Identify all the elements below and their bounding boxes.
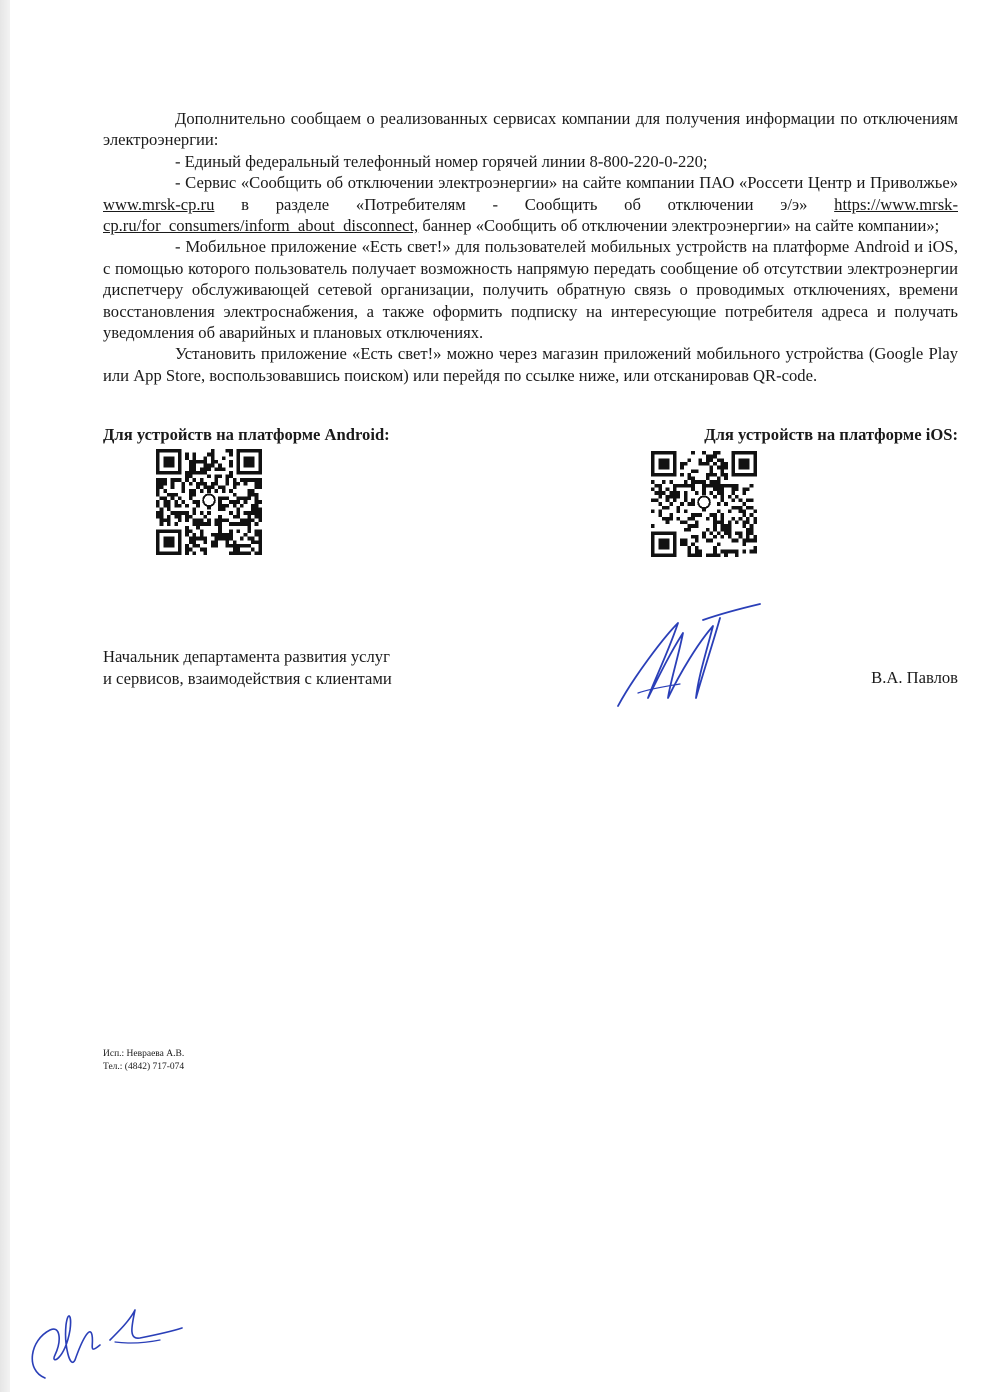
paragraph-intro: Дополнительно сообщаем о реализованных сервисах компании для получения информации по отключениям электроэнергии: xyxy=(103,109,958,150)
service-text-1: - Сервис «Сообщить об отключении электроэнергии» на сайте компании ПАО «Россети Центр и Приволжье» xyxy=(175,173,958,193)
platform-labels xyxy=(103,424,958,445)
executor-info xyxy=(103,1048,184,1073)
signatory-title xyxy=(103,646,392,689)
executor-phone: Тел.: (4842) 717-074 xyxy=(103,1061,185,1072)
signatory-name: В.А. Павлов xyxy=(871,668,958,687)
handwritten-initials-icon xyxy=(20,1300,190,1385)
paragraph-install: Установить приложение «Есть свет!» можно через магазин приложений мобильного устройства (Google Play или App Store, воспользовавшись поиском) или перейдя по ссылке ниже, или отсканировав QR-code. xyxy=(103,344,958,385)
hotline-text: - Единый федеральный телефонный номер горячей линии xyxy=(175,151,590,171)
signatory-title-line1: Начальник департамента развития услуг xyxy=(103,647,390,666)
service-text-3: баннер «Сообщить об отключении электроэнергии» на сайте компании»; xyxy=(418,216,940,236)
hotline-end: ; xyxy=(702,151,708,171)
ios-qr-code-icon[interactable] xyxy=(651,451,757,557)
paragraph-mobile-app: - Мобильное приложение «Есть свет!» для пользователей мобильных устройств на платформе Android и iOS, с помощью которого пользователь получает возможность напрямую передать сообщение об отсутствии электроэнергии диспетчеру обслуживающей сетевой организации, получить обратную связь о проводимых отключениях, времени восстановления электроснабжения, а также оформить подписку на интересующие потребителя адреса и получать уведомления об аварийных и плановых отключениях. xyxy=(103,237,958,343)
signatory-title-line2: и сервисов, взаимодействия с клиентами xyxy=(103,668,392,688)
hotline-phone: 8-800-220-0-220 xyxy=(589,151,703,171)
letter-body xyxy=(103,108,958,386)
paragraph-service xyxy=(103,172,958,236)
page-edge-shadow xyxy=(0,0,10,1392)
android-label: Для устройств на платформе Android: xyxy=(103,425,390,444)
android-qr-code-icon[interactable] xyxy=(156,449,262,555)
handwritten-signature-icon xyxy=(608,598,768,713)
disconnect-report-link[interactable]: https://www.mrsk-cp.ru/for_consumers/inform_about_disconnect, xyxy=(103,194,958,236)
executor-name: Исп.: Невраева А.В. xyxy=(103,1049,185,1059)
paragraph-hotline xyxy=(103,151,958,172)
service-text-2: в разделе «Потребителям - Сообщить об отключении э/э» xyxy=(214,194,835,214)
company-site-link[interactable]: www.mrsk-cp.ru xyxy=(103,194,215,214)
ios-label: Для устройств на платформе iOS: xyxy=(704,425,958,444)
